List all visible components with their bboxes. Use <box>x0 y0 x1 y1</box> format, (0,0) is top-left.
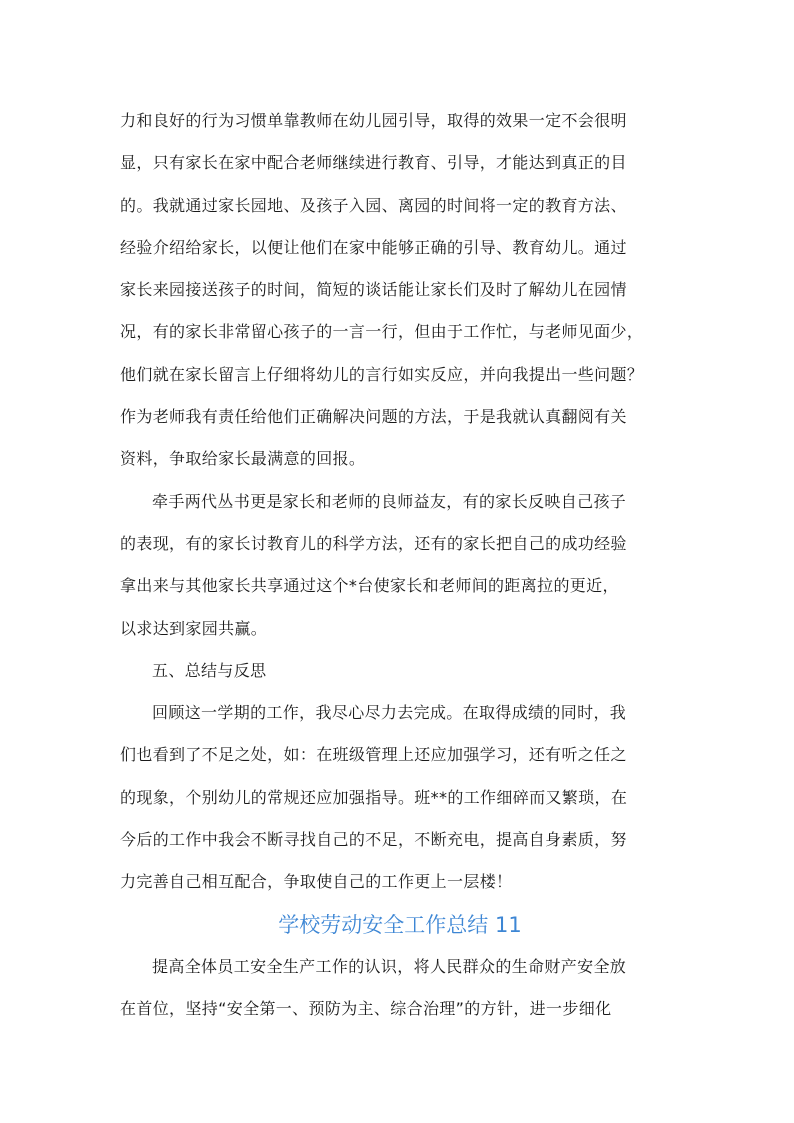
paragraph-line: 的现象，个别幼儿的常规还应加强指导。班**的工作细碎而又繁琐，在 <box>120 787 628 807</box>
paragraph-line: 提高全体员工安全生产工作的认识，将人民群众的生命财产安全放 <box>152 956 627 976</box>
paragraph-line: 以求达到家园共赢。 <box>120 618 268 638</box>
paragraph-line: 的。我就通过家长园地、及孩子入园、离园的时间将一定的教育方法、 <box>120 195 627 215</box>
paragraph-line: 回顾这一学期的工作，我尽心尽力去完成。在取得成绩的同时，我 <box>152 703 627 723</box>
paragraph-line: 家长来园接送孩子的时间，简短的谈话能让家长们及时了解幼儿在园情 <box>120 280 627 300</box>
section-heading: 学校劳动安全工作总结 11 <box>278 912 522 937</box>
paragraph-line: 今后的工作中我会不断寻找自己的不足，不断充电，提高自身素质，努 <box>120 830 627 850</box>
paragraph-line: 在首位，坚持“安全第一、预防为主、综合治理”的方针，进一步细化 <box>120 999 612 1019</box>
paragraph-line: 的表现，有的家长讨教育儿的科学方法，还有的家长把自己的成功经验 <box>120 533 627 553</box>
paragraph-line: 力和良好的行为习惯单靠教师在幼儿园引导，取得的效果一定不会很明 <box>120 111 627 130</box>
paragraph-line: 们也看到了不足之处，如：在班级管理上还应加强学习，还有听之任之 <box>120 745 627 765</box>
document-body <box>120 100 680 1031</box>
paragraph-line: 拿出来与其他家长共享通过这个*台使家长和老师间的距离拉的更近， <box>120 576 619 596</box>
paragraph-line: 经验介绍给家长，以便让他们在家中能够正确的引导、教育幼儿。通过 <box>120 237 627 257</box>
paragraph-line: 他们就在家长留言上仔细将幼儿的言行如实反应，并向我提出一些问题？ <box>120 364 644 384</box>
paragraph-line: 牵手两代丛书更是家长和老师的良师益友，有的家长反映自己孩子 <box>152 491 627 511</box>
section-subheading: 五、总结与反思 <box>152 660 267 680</box>
paragraph-line: 作为老师我有责任给他们正确解决问题的方法，于是我就认真翻阅有关 <box>120 407 627 427</box>
paragraph-line: 资料，争取给家长最满意的回报。 <box>120 449 366 469</box>
paragraph-line: 力完善自己相互配合，争取使自己的工作更上一层楼！ <box>120 872 513 892</box>
paragraph-line: 况，有的家长非常留心孩子的一言一行，但由于工作忙，与老师见面少， <box>120 322 644 342</box>
paragraph-line: 显，只有家长在家中配合老师继续进行教育、引导，才能达到真正的目 <box>120 153 627 173</box>
